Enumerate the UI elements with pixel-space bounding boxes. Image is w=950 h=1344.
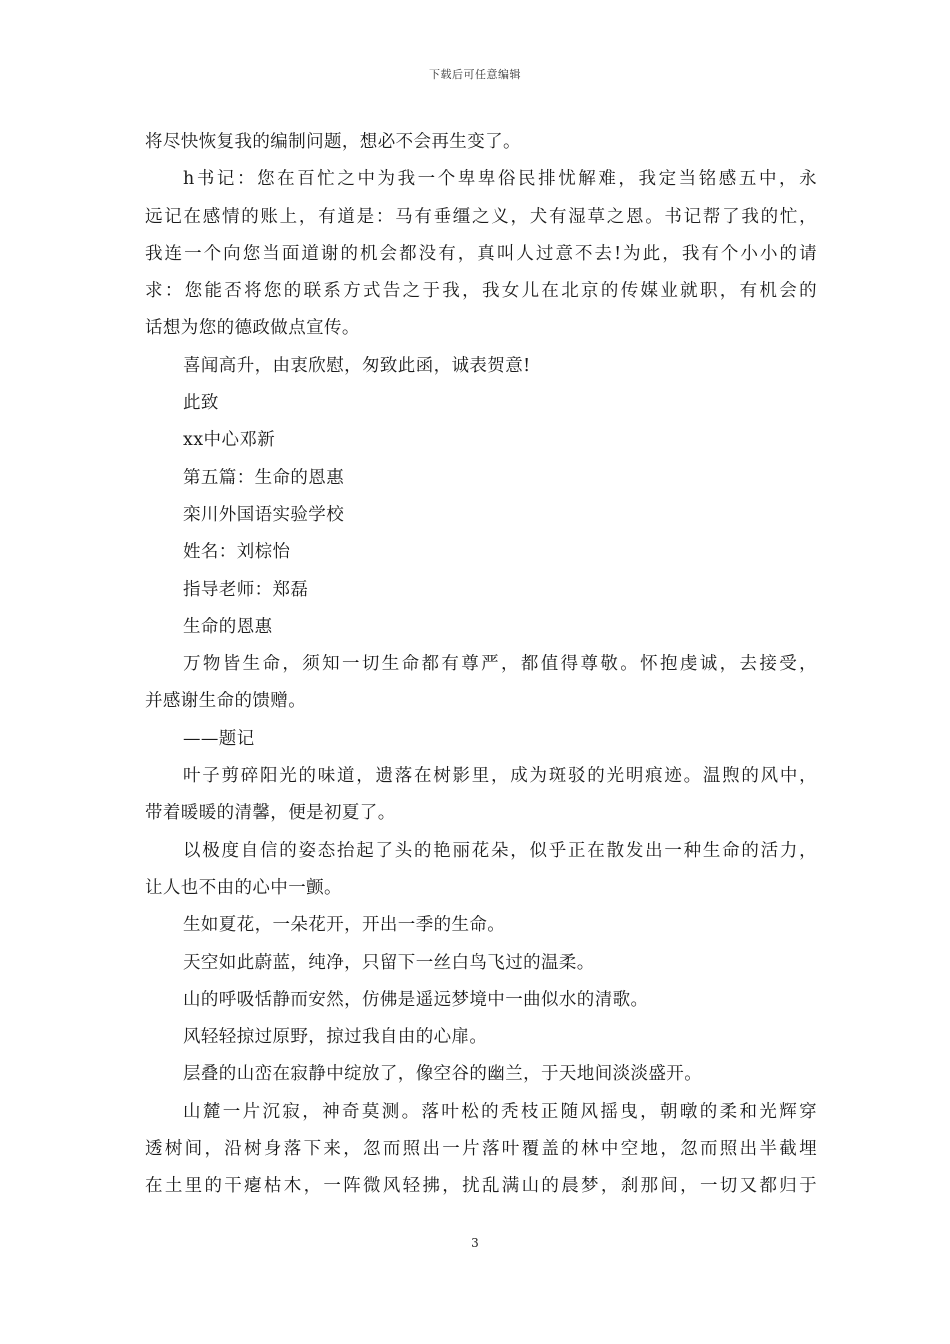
text-line: 将尽快恢复我的编制问题，想必不会再生变了。 <box>145 132 521 152</box>
text-line: xx中心邓新 <box>183 430 276 451</box>
text-line: 在土里的干瘪枯木，一阵微风轻拂，扰乱满山的晨梦，刹那间，一切又都归于 <box>145 1176 817 1197</box>
text-line: 山的呼吸恬静而安然，仿佛是遥远梦境中一曲似水的清歌。 <box>183 989 649 1010</box>
text-line: 远记在感情的账上，有道是：马有垂缰之义，犬有湿草之恩。书记帮了我的忙， <box>145 206 817 227</box>
text-line: 生如夏花，一朵花开，开出一季的生命。 <box>183 915 506 936</box>
text-line: ——题记 <box>183 728 255 749</box>
text-line: 求：您能否将您的联系方式告之于我，我女儿在北京的传媒业就职，有机会的 <box>145 281 817 302</box>
text-line: 我连一个向您当面道谢的机会都没有，真叫人过意不去!为此，我有个小小的请 <box>145 243 817 264</box>
document-body <box>145 124 817 1206</box>
text-line: 带着暖暖的清馨，便是初夏了。 <box>145 803 396 824</box>
page-header: 下载后可任意编辑 <box>429 68 521 81</box>
text-line: 喜闻高升，由衷欣慰，匆致此函，诚表贺意! <box>183 355 531 376</box>
text-line: h书记：您在百忙之中为我一个卑卑俗民排忧解难，我定当铭感五中，永 <box>183 169 817 190</box>
text-line: 话想为您的德政做点宣传。 <box>145 318 360 339</box>
text-line: 风轻轻掠过原野，掠过我自由的心扉。 <box>183 1027 488 1048</box>
text-line: 万物皆生命，须知一切生命都有尊严，都值得尊敬。怀抱虔诚，去接受， <box>183 654 817 675</box>
text-line: 生命的恩惠 <box>183 616 273 637</box>
text-line: 天空如此蔚蓝，纯净，只留下一丝白鸟飞过的温柔。 <box>183 952 595 973</box>
text-line: 让人也不由的心中一颤。 <box>145 877 342 898</box>
text-line: 第五篇：生命的恩惠 <box>183 467 345 488</box>
text-line: 叶子剪碎阳光的味道，遗落在树影里，成为斑驳的光明痕迹。温煦的风中， <box>183 766 817 787</box>
text-line: 山麓一片沉寂，神奇莫测。落叶松的秃枝正随风摇曳，朝暾的柔和光辉穿 <box>183 1101 817 1122</box>
text-line: 层叠的山峦在寂静中绽放了，像空谷的幽兰，于天地间淡淡盛开。 <box>183 1064 703 1085</box>
page-number: 3 <box>471 1236 479 1250</box>
text-line: 以极度自信的姿态抬起了头的艳丽花朵，似乎正在散发出一种生命的活力， <box>183 840 817 861</box>
text-line: 栾川外国语实验学校 <box>183 504 345 525</box>
text-line: 姓名：刘棕怡 <box>183 542 291 563</box>
text-line: 并感谢生命的馈赠。 <box>145 691 307 712</box>
text-line: 透树间，沿树身落下来，忽而照出一片落叶覆盖的林中空地，忽而照出半截埋 <box>145 1139 817 1160</box>
text-line: 指导老师：郑磊 <box>183 579 309 600</box>
text-line: 此致 <box>183 393 219 414</box>
